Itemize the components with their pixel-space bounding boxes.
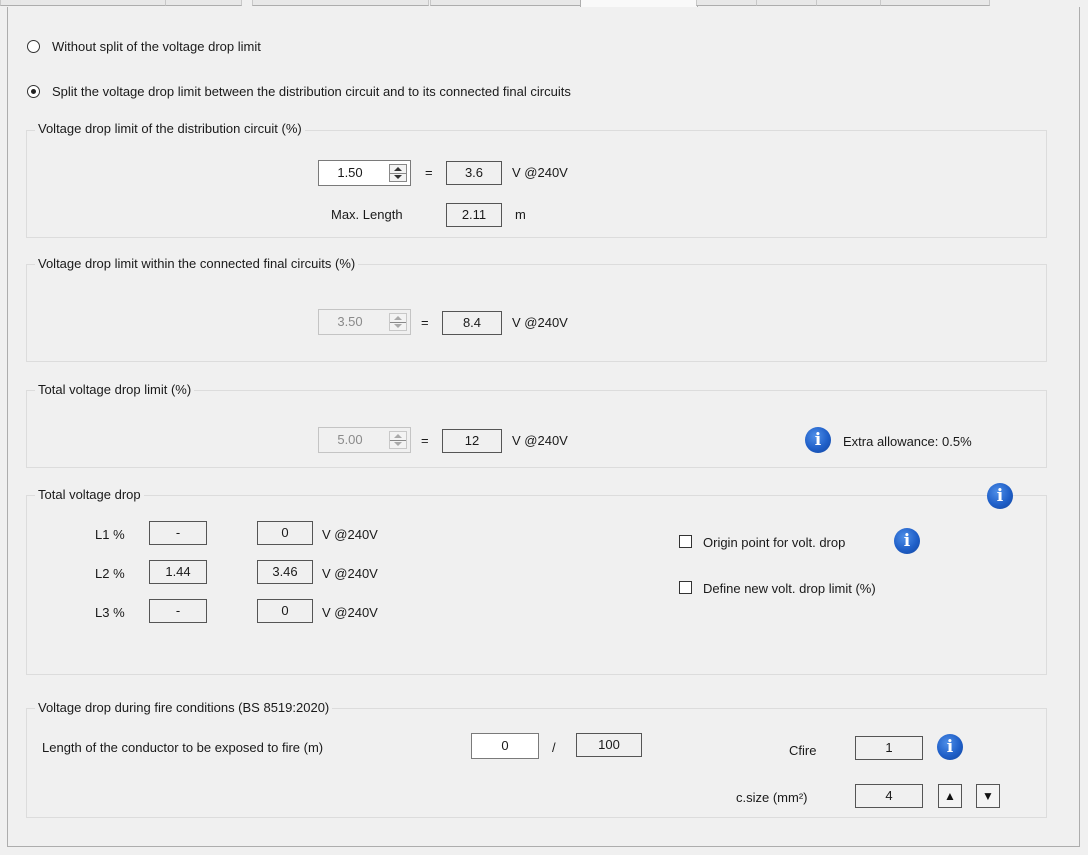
final-circuits-volts-box: 8.4: [442, 311, 502, 335]
csize-label: c.size (mm²): [736, 790, 808, 805]
final-circuits-equals: =: [421, 315, 429, 330]
l3-label: L3 %: [95, 605, 125, 620]
cfire-box: 1: [855, 736, 923, 760]
distribution-equals: =: [425, 165, 433, 180]
define-new-limit-label[interactable]: Define new volt. drop limit (%): [703, 581, 876, 596]
fire-conditions-title: Voltage drop during fire conditions (BS 8519:2020): [35, 700, 332, 715]
tab-2[interactable]: [165, 0, 242, 6]
total-drop-info-icon[interactable]: i: [987, 483, 1013, 509]
l2-percent-box: 1.44: [149, 560, 207, 584]
distribution-limit-group: [26, 130, 1047, 238]
total-limit-volt-unit: V @240V: [512, 433, 568, 448]
total-limit-spinbox: [318, 427, 411, 453]
total-drop-title: Total voltage drop: [35, 487, 144, 502]
without-split-radio[interactable]: [27, 40, 40, 53]
tab-6[interactable]: [696, 0, 758, 6]
tab-1[interactable]: [0, 0, 167, 6]
l2-label: L2 %: [95, 566, 125, 581]
tab-3[interactable]: [252, 0, 429, 6]
distribution-volts-box: 3.6: [446, 161, 502, 185]
tab-8[interactable]: [816, 0, 882, 6]
l1-volts-box: 0: [257, 521, 313, 545]
final-circuits-volt-unit: V @240V: [512, 315, 568, 330]
tab-4[interactable]: [430, 0, 582, 6]
total-limit-spin-buttons: [389, 431, 407, 449]
l3-volt-unit: V @240V: [322, 605, 378, 620]
distribution-volt-unit: V @240V: [512, 165, 568, 180]
l2-volts-box: 3.46: [257, 560, 313, 584]
cfire-info-icon[interactable]: i: [937, 734, 963, 760]
csize-box: 4: [855, 784, 923, 808]
l1-label: L1 %: [95, 527, 125, 542]
extra-allowance-info-icon[interactable]: i: [805, 427, 831, 453]
l3-volts-box: 0: [257, 599, 313, 623]
origin-point-label[interactable]: Origin point for volt. drop: [703, 535, 846, 550]
final-circuits-spinbox: [318, 309, 411, 335]
csize-up-button[interactable]: ▲: [938, 784, 962, 808]
max-length-label: Max. Length: [331, 207, 403, 222]
total-limit-title: Total voltage drop limit (%): [35, 382, 194, 397]
split-label[interactable]: Split the voltage drop limit between the distribution circuit and to its connected final circuits: [52, 84, 571, 99]
without-split-label[interactable]: Without split of the voltage drop limit: [52, 39, 261, 54]
final-circuits-spin-buttons: [389, 313, 407, 331]
total-limit-value: 5.00: [337, 432, 363, 447]
final-circuits-group: [26, 264, 1047, 362]
final-circuits-title: Voltage drop limit within the connected final circuits (%): [35, 256, 358, 271]
total-limit-group: [26, 390, 1047, 468]
distribution-limit-spinbox[interactable]: [318, 160, 411, 186]
origin-point-checkbox[interactable]: [679, 535, 692, 548]
tab-active[interactable]: [580, 0, 698, 7]
max-length-unit: m: [515, 207, 526, 222]
tab-9[interactable]: [880, 0, 990, 6]
csize-down-button[interactable]: ▼: [976, 784, 1000, 808]
l2-volt-unit: V @240V: [322, 566, 378, 581]
fire-length-label: Length of the conductor to be exposed to fire (m): [42, 740, 324, 755]
distribution-limit-title: Voltage drop limit of the distribution circuit (%): [35, 121, 305, 136]
tab-7[interactable]: [756, 0, 818, 6]
define-new-limit-checkbox[interactable]: [679, 581, 692, 594]
max-length-box: 2.11: [446, 203, 502, 227]
distribution-limit-value: 1.50: [337, 165, 363, 180]
fire-total-length-box: 100: [576, 733, 642, 757]
l1-percent-box: -: [149, 521, 207, 545]
final-circuits-value: 3.50: [337, 314, 363, 329]
fire-exposed-length-input[interactable]: 0: [471, 733, 539, 759]
total-limit-volts-box: 12: [442, 429, 502, 453]
cfire-label: Cfire: [789, 743, 817, 758]
l3-percent-box: -: [149, 599, 207, 623]
l1-volt-unit: V @240V: [322, 527, 378, 542]
total-limit-equals: =: [421, 433, 429, 448]
origin-point-info-icon[interactable]: i: [894, 528, 920, 554]
distribution-limit-spin-buttons[interactable]: [389, 164, 407, 182]
fire-length-separator: /: [552, 740, 556, 755]
split-radio[interactable]: [27, 85, 40, 98]
extra-allowance-label: Extra allowance: 0.5%: [843, 434, 972, 449]
